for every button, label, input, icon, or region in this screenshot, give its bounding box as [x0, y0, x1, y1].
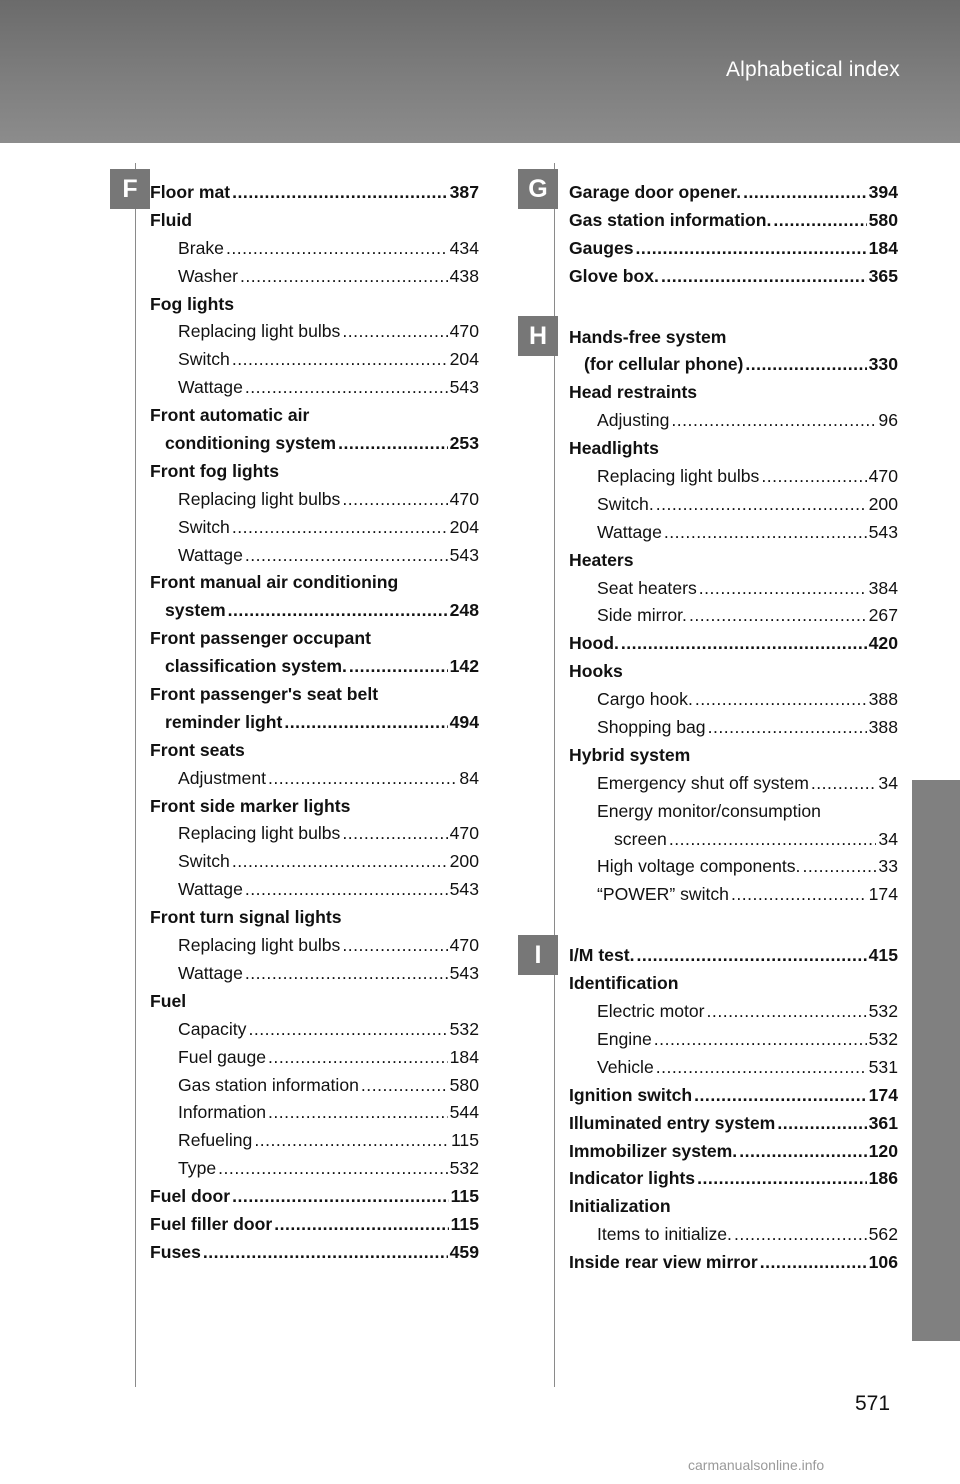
entry-page-number: 142 [449, 656, 479, 677]
header-title: Alphabetical index [725, 58, 900, 81]
dot-leader [654, 491, 867, 519]
dot-leader [705, 998, 867, 1026]
entry-label: Energy monitor/consumption [597, 800, 821, 821]
entry-label: Front automatic air [150, 405, 310, 426]
entry-label: Items to initialize. [597, 1224, 732, 1245]
dot-leader [243, 960, 448, 988]
entry-label: screen [614, 828, 667, 849]
entry-page-number: 470 [449, 935, 479, 956]
entry-label: Garage door opener. [569, 182, 742, 202]
entry-page-number: 115 [450, 1130, 479, 1151]
dot-leader [662, 519, 867, 547]
index-entry [150, 988, 479, 1016]
index-entry [569, 942, 898, 970]
index-entry [569, 351, 898, 379]
dot-leader [266, 1044, 448, 1072]
entry-label: “POWER” switch [597, 884, 729, 905]
entry-label: Replacing light bulbs [178, 935, 341, 956]
dot-leader [230, 346, 448, 374]
watermark: carmanualsonline.info [688, 1457, 825, 1473]
entry-page-number: 580 [449, 1074, 479, 1095]
entry-page-number: 543 [449, 377, 479, 398]
dot-leader [669, 407, 876, 435]
entry-page-number: 470 [868, 466, 898, 487]
index-entry [569, 1193, 898, 1221]
index-entry [150, 514, 479, 542]
entry-label: Brake [178, 237, 224, 258]
dot-leader [216, 1155, 447, 1183]
entry-page-number: 494 [449, 711, 479, 732]
entry-label: Wattage [178, 879, 243, 900]
letter-marker-h: H [518, 316, 558, 356]
entry-label: Fuel [150, 990, 187, 1011]
entry-label: Electric motor [597, 1001, 705, 1022]
entry-label: High voltage components. [597, 856, 801, 877]
entry-label: Engine [597, 1028, 652, 1049]
entry-label: conditioning system [165, 433, 337, 454]
dot-leader [635, 942, 867, 970]
entry-label: classification system. [165, 656, 347, 677]
dot-leader [246, 1016, 447, 1044]
dot-leader [652, 1026, 867, 1054]
entry-label: Initialization [569, 1196, 671, 1217]
index-entry [150, 1099, 479, 1127]
entry-label: Wattage [597, 521, 662, 542]
dot-leader [729, 881, 867, 909]
index-entry [150, 625, 479, 653]
dot-leader [759, 463, 866, 491]
dot-leader [336, 430, 448, 458]
dot-leader [732, 1221, 867, 1249]
index-entry [569, 1026, 898, 1054]
entry-page-number: 532 [449, 1158, 479, 1179]
dot-leader [775, 1110, 866, 1138]
entry-label: Emergency shut off system [597, 772, 809, 793]
entry-label: Gauges [569, 237, 634, 258]
page-header [0, 0, 960, 143]
entry-page-number: 543 [449, 879, 479, 900]
index-entry [150, 1211, 479, 1239]
dot-leader [282, 709, 447, 737]
dot-leader [266, 1099, 448, 1127]
entry-page-number: 204 [449, 516, 479, 537]
section-thumb-tab [912, 780, 960, 1341]
dot-leader [238, 263, 448, 291]
index-entry [150, 291, 479, 319]
entry-page-number: 174 [868, 884, 898, 905]
index-entry [150, 904, 479, 932]
dot-leader [347, 653, 448, 681]
index-entry [150, 374, 479, 402]
index-entry [569, 853, 898, 881]
entry-label: Front fog lights [150, 460, 279, 481]
entry-label: Switch. [597, 493, 654, 514]
entry-page-number: 387 [449, 182, 479, 202]
entry-label: Wattage [178, 377, 243, 398]
index-entry [150, 1183, 479, 1211]
entry-label: Front passenger occupant [150, 628, 371, 649]
entry-page-number: 106 [868, 1252, 898, 1273]
dot-leader [226, 597, 448, 625]
entry-page-number: 120 [868, 1140, 898, 1161]
entry-label: Head restraints [569, 382, 698, 403]
entry-label: system [165, 600, 226, 621]
entry-label: Front side marker lights [150, 795, 351, 816]
index-entry [569, 714, 898, 742]
entry-page-number: 470 [449, 321, 479, 342]
index-entry [150, 765, 479, 793]
index-entry [569, 1138, 898, 1166]
left-column-rule [135, 163, 136, 1387]
entry-label: reminder light [165, 711, 283, 732]
entry-label: Fuel gauge [178, 1046, 267, 1067]
index-entry [150, 1155, 479, 1183]
entry-label: Shopping bag [597, 717, 706, 738]
entry-page-number: 115 [450, 1213, 479, 1234]
index-entry [150, 486, 479, 514]
entry-label: Inside rear view mirror [569, 1252, 758, 1273]
index-entry [569, 658, 898, 686]
entry-page-number: 174 [868, 1084, 898, 1105]
index-entry [569, 491, 898, 519]
entry-label: Front passenger's seat belt [150, 684, 379, 705]
entry-label: Switch [178, 516, 230, 537]
entry-label: Glove box. [569, 265, 659, 286]
index-entry [569, 630, 898, 658]
entry-page-number: 34 [878, 828, 898, 849]
dot-leader [758, 1249, 867, 1277]
letter-marker-i: I [518, 935, 558, 975]
index-entry [569, 1249, 898, 1277]
entry-label: Illuminated entry system [569, 1112, 776, 1133]
dot-leader [201, 1239, 448, 1267]
entry-label: Washer [178, 265, 238, 286]
entry-label: Replacing light bulbs [178, 321, 341, 342]
entry-label: I/M test. [569, 945, 635, 966]
entry-page-number: 204 [449, 349, 479, 370]
index-entry [150, 263, 479, 291]
entry-page-number: 267 [868, 605, 898, 626]
index-column-left [150, 179, 479, 1267]
entry-label: Hybrid system [569, 744, 691, 765]
index-entry [150, 179, 479, 207]
section-spacer [569, 909, 898, 942]
entry-label: Indicator lights [569, 1168, 696, 1189]
entry-label: Cargo hook. [597, 689, 693, 710]
entry-page-number: 470 [449, 488, 479, 509]
entry-label: Fuel door [150, 1186, 231, 1207]
index-entry [569, 575, 898, 603]
dot-leader [697, 575, 867, 603]
index-entry [569, 324, 898, 352]
entry-page-number: 415 [868, 945, 898, 966]
entry-page-number: 84 [459, 767, 479, 788]
index-entry [569, 235, 898, 263]
entry-page-number: 544 [449, 1102, 479, 1123]
index-entry [569, 179, 898, 207]
entry-page-number: 532 [449, 1018, 479, 1039]
entry-label: Front turn signal lights [150, 907, 342, 928]
entry-page-number: 420 [868, 633, 898, 654]
entry-page-number: 384 [868, 577, 898, 598]
index-entry [150, 1044, 479, 1072]
index-entry [569, 686, 898, 714]
dot-leader [252, 1127, 449, 1155]
index-entry [150, 318, 479, 346]
entry-label: Refueling [178, 1130, 253, 1151]
entry-label: Switch [178, 349, 230, 370]
entry-page-number: 34 [878, 772, 898, 793]
dot-leader [230, 514, 448, 542]
dot-leader [693, 686, 867, 714]
dot-leader [266, 765, 457, 793]
entry-label: Type [178, 1158, 217, 1179]
index-entry [150, 1016, 479, 1044]
entry-label: Gas station information [178, 1074, 359, 1095]
entry-page-number: 253 [449, 433, 479, 454]
index-entry [569, 798, 898, 826]
page-number: 571 [855, 1392, 891, 1415]
entry-page-number: 459 [449, 1241, 479, 1262]
index-entry [150, 542, 479, 570]
entry-page-number: 184 [868, 237, 898, 258]
index-entry [569, 742, 898, 770]
entry-label: Wattage [178, 962, 243, 983]
dot-leader [800, 853, 876, 881]
dot-leader [230, 1183, 448, 1211]
entry-label: Hooks [569, 661, 623, 682]
index-entry [150, 820, 479, 848]
entry-label: Seat heaters [597, 577, 697, 598]
entry-page-number: 33 [878, 856, 898, 877]
index-entry [569, 263, 898, 291]
entry-page-number: 532 [868, 1001, 898, 1022]
section-spacer [569, 291, 898, 324]
entry-label: Immobilizer system. [569, 1140, 738, 1161]
entry-label: Hands-free system [569, 326, 727, 347]
entry-page-number: 248 [449, 600, 479, 621]
index-entry [150, 207, 479, 235]
index-entry [569, 519, 898, 547]
index-entry [569, 1110, 898, 1138]
index-entry [150, 848, 479, 876]
entry-page-number: 531 [868, 1056, 898, 1077]
entry-label: Switch [178, 851, 230, 872]
dot-leader [654, 1054, 867, 1082]
entry-page-number: 543 [449, 962, 479, 983]
entry-label: Fuel filler door [150, 1213, 273, 1234]
index-entry [569, 881, 898, 909]
index-entry [569, 547, 898, 575]
entry-label: (for cellular phone) [584, 354, 744, 375]
index-entry [150, 876, 479, 904]
dot-leader [687, 602, 867, 630]
entry-label: Wattage [178, 544, 243, 565]
index-entry [150, 960, 479, 988]
index-entry [569, 435, 898, 463]
index-entry [150, 458, 479, 486]
index-entry [569, 970, 898, 998]
index-entry [150, 737, 479, 765]
entry-page-number: 543 [449, 544, 479, 565]
index-entry [150, 402, 479, 430]
entry-label: Heaters [569, 549, 634, 570]
dot-leader [243, 876, 448, 904]
entry-page-number: 580 [868, 209, 898, 230]
entry-page-number: 470 [449, 823, 479, 844]
index-entry [150, 709, 479, 737]
entry-label: Floor mat [150, 182, 231, 202]
index-entry [569, 1221, 898, 1249]
dot-leader [619, 630, 867, 658]
dot-leader [359, 1072, 448, 1100]
index-entry [150, 1127, 479, 1155]
entry-page-number: 532 [868, 1028, 898, 1049]
dot-leader [809, 770, 877, 798]
dot-leader [634, 235, 867, 263]
entry-label: Adjusting [597, 410, 670, 431]
entry-label: Information [178, 1102, 267, 1123]
index-entry [150, 597, 479, 625]
index-entry [150, 1072, 479, 1100]
entry-page-number: 438 [449, 265, 479, 286]
letter-marker-g: G [518, 169, 558, 209]
entry-label: Front manual air conditioning [150, 572, 399, 593]
index-entry [150, 430, 479, 458]
index-entry [150, 793, 479, 821]
index-entry [150, 569, 479, 597]
index-entry [569, 998, 898, 1026]
entry-page-number: 200 [449, 851, 479, 872]
dot-leader [695, 1165, 867, 1193]
dot-leader [737, 1138, 866, 1166]
entry-label: Replacing light bulbs [178, 823, 341, 844]
index-entry [150, 653, 479, 681]
entry-label: Ignition switch [569, 1084, 693, 1105]
index-entry [569, 826, 898, 854]
dot-leader [243, 542, 448, 570]
dot-leader [243, 374, 448, 402]
entry-page-number: 434 [449, 237, 479, 258]
index-entry [150, 235, 479, 263]
entry-page-number: 330 [868, 354, 898, 375]
index-entry [569, 602, 898, 630]
index-entry [569, 770, 898, 798]
dot-leader [692, 1082, 866, 1110]
index-entry [150, 681, 479, 709]
index-entry [150, 346, 479, 374]
dot-leader [743, 351, 866, 379]
dot-leader [771, 207, 866, 235]
entry-page-number: 186 [868, 1168, 898, 1189]
entry-page-number: 543 [868, 521, 898, 542]
dot-leader [340, 932, 447, 960]
entry-label: Replacing light bulbs [178, 488, 341, 509]
dot-leader [340, 820, 447, 848]
entry-label: Replacing light bulbs [597, 466, 760, 487]
entry-page-number: 115 [450, 1186, 479, 1207]
dot-leader [340, 486, 447, 514]
dot-leader [659, 263, 867, 291]
dot-leader [340, 318, 447, 346]
dot-leader [272, 1211, 448, 1239]
index-entry [569, 1054, 898, 1082]
entry-label: Fog lights [150, 293, 235, 314]
entry-page-number: 562 [868, 1224, 898, 1245]
index-entry [569, 379, 898, 407]
index-entry [569, 207, 898, 235]
entry-page-number: 394 [868, 182, 898, 202]
dot-leader [224, 235, 448, 263]
dot-leader [741, 179, 867, 207]
entry-page-number: 361 [868, 1112, 898, 1133]
entry-label: Adjustment [178, 767, 267, 788]
entry-label: Capacity [178, 1018, 247, 1039]
dot-leader [667, 826, 877, 854]
entry-label: Headlights [569, 438, 659, 459]
index-entry [569, 463, 898, 491]
entry-label: Identification [569, 973, 679, 994]
entry-page-number: 388 [868, 689, 898, 710]
entry-page-number: 200 [868, 493, 898, 514]
entry-page-number: 365 [868, 265, 898, 286]
index-entry [569, 1082, 898, 1110]
entry-page-number: 184 [449, 1046, 479, 1067]
dot-leader [230, 179, 447, 207]
dot-leader [706, 714, 867, 742]
index-entry [569, 1165, 898, 1193]
entry-label: Hood. [569, 633, 619, 654]
index-column-right [569, 179, 898, 1277]
index-entry [150, 932, 479, 960]
entry-label: Vehicle [597, 1056, 654, 1077]
entry-label: Gas station information. [569, 209, 772, 230]
entry-label: Front seats [150, 739, 245, 760]
dot-leader [230, 848, 448, 876]
entry-label: Fluid [150, 209, 193, 230]
entry-label: Fuses [150, 1241, 201, 1262]
entry-page-number: 388 [868, 717, 898, 738]
index-entry [150, 1239, 479, 1267]
index-entry [569, 407, 898, 435]
entry-page-number: 96 [878, 410, 898, 431]
letter-marker-f: F [110, 169, 150, 209]
entry-label: Side mirror. [597, 605, 687, 626]
